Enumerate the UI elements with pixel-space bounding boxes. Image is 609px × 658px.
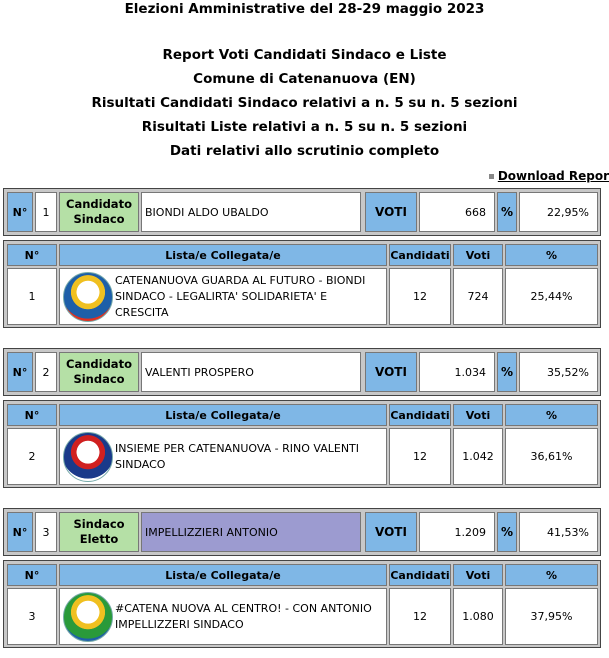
candidate-row — [3, 508, 601, 556]
lists-header: Lista/e Collegata/e — [59, 404, 387, 426]
candidate-number-label: N° — [7, 512, 33, 552]
scrutiny-status: Dati relativi allo scrutinio completo — [169, 143, 440, 159]
list-candidati: 12 — [389, 588, 451, 645]
download-report-label: Download Repor — [497, 169, 609, 183]
candidate-percent: 41,53% — [519, 512, 598, 552]
list-votes: 724 — [453, 268, 503, 325]
votes-label: VOTI — [365, 352, 417, 392]
candidate-number: 3 — [35, 512, 57, 552]
candidate-name: BIONDI ALDO UBALDO — [141, 192, 361, 232]
list-name-cell — [59, 268, 387, 325]
candidate-role-label: Candidato Sindaco — [59, 192, 139, 232]
list-table — [3, 400, 601, 488]
votes-label: VOTI — [365, 192, 417, 232]
report-title: Report Voti Candidati Sindaco e Liste — [162, 47, 447, 63]
candidate-votes: 1.034 — [419, 352, 495, 392]
list-percent: 36,61% — [505, 428, 598, 485]
percent-label: % — [497, 512, 517, 552]
list-number: 2 — [7, 428, 57, 485]
list-number-header: N° — [7, 564, 57, 586]
candidate-number: 1 — [35, 192, 57, 232]
candidate-row — [3, 188, 601, 236]
list-votes-header: Voti — [453, 244, 503, 266]
download-report-link[interactable] — [489, 169, 609, 183]
lists-header: Lista/e Collegata/e — [59, 564, 387, 586]
candidate-votes: 668 — [419, 192, 495, 232]
lists-header: Lista/e Collegata/e — [59, 244, 387, 266]
list-logo-icon — [63, 592, 113, 642]
list-number: 3 — [7, 588, 57, 645]
list-name: #CATENA NUOVA AL CENTRO! - CON ANTONIO IMPELLIZZERI SINDACO — [115, 601, 372, 631]
candidate-percent: 22,95% — [519, 192, 598, 232]
candidates-sections-info: Risultati Candidati Sindaco relativi a n. 5 su n. 5 sezioni — [91, 95, 518, 111]
list-candidati: 12 — [389, 428, 451, 485]
votes-label: VOTI — [365, 512, 417, 552]
list-votes-header: Voti — [453, 564, 503, 586]
list-votes: 1.080 — [453, 588, 503, 645]
candidate-name: IMPELLIZZIERI ANTONIO — [141, 512, 361, 552]
candidati-header: Candidati — [389, 404, 451, 426]
candidate-percent: 35,52% — [519, 352, 598, 392]
candidati-header: Candidati — [389, 564, 451, 586]
list-name-cell — [59, 588, 387, 645]
list-name: INSIEME PER CATENANUOVA - RINO VALENTI SINDACO — [115, 441, 360, 471]
list-table — [3, 560, 601, 648]
percent-label: % — [497, 352, 517, 392]
list-name: CATENANUOVA GUARDA AL FUTURO - BIONDI SINDACO - LEGALIRTA' SOLIDARIETA' E CRESCITA — [115, 273, 366, 319]
list-table — [3, 240, 601, 328]
list-percent-header: % — [505, 244, 598, 266]
list-votes: 1.042 — [453, 428, 503, 485]
list-percent-header: % — [505, 404, 598, 426]
candidate-number-label: N° — [7, 192, 33, 232]
list-percent: 25,44% — [505, 268, 598, 325]
candidate-role-label: Sindaco Eletto — [59, 512, 139, 552]
list-logo-icon — [63, 272, 113, 322]
candidate-votes: 1.209 — [419, 512, 495, 552]
list-number-header: N° — [7, 244, 57, 266]
election-title: Elezioni Amministrative del 28-29 maggio 2023 — [124, 1, 485, 17]
list-logo-icon — [63, 432, 113, 482]
candidate-number: 2 — [35, 352, 57, 392]
list-percent-header: % — [505, 564, 598, 586]
percent-label: % — [497, 192, 517, 232]
list-votes-header: Voti — [453, 404, 503, 426]
candidati-header: Candidati — [389, 244, 451, 266]
lists-sections-info: Risultati Liste relativi a n. 5 su n. 5 sezioni — [141, 119, 468, 135]
list-candidati: 12 — [389, 268, 451, 325]
list-name-cell — [59, 428, 387, 485]
candidate-name: VALENTI PROSPERO — [141, 352, 361, 392]
candidate-number-label: N° — [7, 352, 33, 392]
candidate-row — [3, 348, 601, 396]
bullet-icon — [489, 174, 494, 179]
list-number-header: N° — [7, 404, 57, 426]
list-percent: 37,95% — [505, 588, 598, 645]
candidate-role-label: Candidato Sindaco — [59, 352, 139, 392]
list-number: 1 — [7, 268, 57, 325]
municipality-title: Comune di Catenanuova (EN) — [193, 71, 416, 87]
